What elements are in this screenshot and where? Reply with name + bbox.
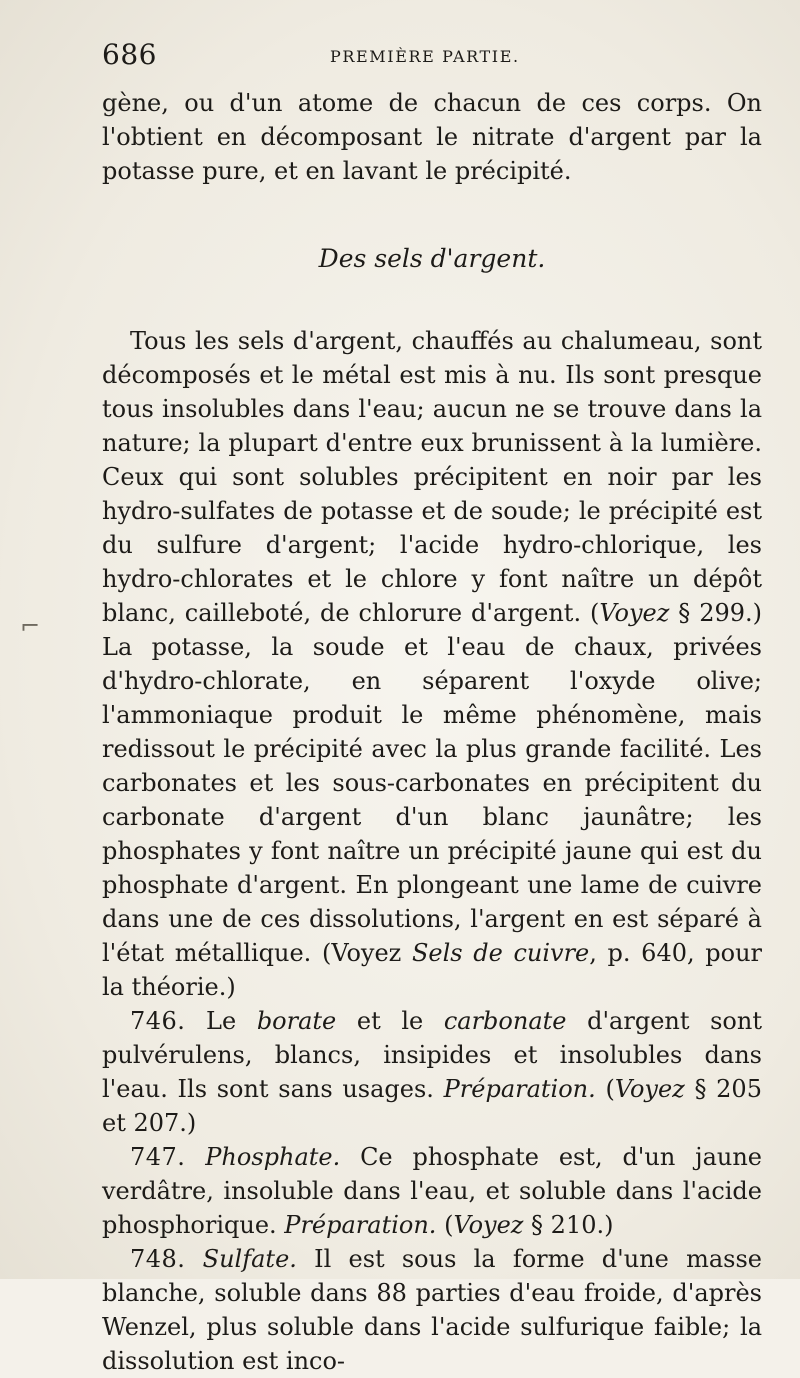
paragraph-number-747: 747. xyxy=(130,1143,186,1171)
body-text xyxy=(102,86,762,1378)
p746-text-b: et le xyxy=(336,1007,444,1035)
paragraph-sels-argent xyxy=(102,324,762,1004)
p746-text-a: Le xyxy=(185,1007,257,1035)
section-title: Des sels d'argent. xyxy=(318,244,546,273)
p746-voyez: Voyez xyxy=(614,1075,685,1103)
para2-voyez: Voyez xyxy=(599,599,670,627)
p748-sulfate: Sulfate. xyxy=(202,1245,297,1273)
p746-carbonate: carbonate xyxy=(443,1007,567,1035)
p747-text-c: § 210.) xyxy=(523,1211,614,1239)
p747-phosphate: Phosphate. xyxy=(205,1143,341,1171)
paragraph-747 xyxy=(102,1140,762,1242)
running-head: PREMIÈRE PARTIE. xyxy=(330,47,520,66)
paragraph-continuation: gène, ou d'un atome de chacun de ces corps. On l'obtient en décomposant le nitrate d'argent par la potasse pure, et en lavant le précipité. xyxy=(102,89,762,185)
paragraph-number-746: 746. xyxy=(130,1007,186,1035)
p746-text-c: d'argent sont pulvérulens, blancs, insipides et insolubles dans l'eau. Ils sont sans usages. xyxy=(102,1007,762,1103)
paragraph-748 xyxy=(102,1242,762,1378)
p747-text-b: ( xyxy=(436,1211,454,1239)
p747-text-a: Ce phosphate est, d'un jaune verdâtre, insoluble dans l'eau, et soluble dans l'acide phosphorique. xyxy=(102,1143,762,1239)
para2-text-a: Tous les sels d'argent, chauffés au chalumeau, sont décomposés et le métal est mis à nu. Ils sont presque tous insolubles dans l'eau; aucun ne se trouve dans la nature; la plupart d'entre eux brunissent à la lumière. Ceux qui sont solubles précipitent en noir par les hydro-sulfates de potasse et de soude; le précipité est du sulfure d'argent; l'acide hydro-chlorique, les hydro-chlorates et le chlore y font naître un dépôt blanc, cailleboté, de chlorure d'argent. ( xyxy=(102,327,762,627)
p747-voyez: Voyez xyxy=(453,1211,524,1239)
para2-text-b: § 299.) La potasse, la soude et l'eau de chaux, privées d'hydro-chlorate, en séparent l'oxyde olive; l'ammoniaque produit le même phénomène, mais redissout le précipité avec la plus grande facilité. Les carbonates et les sous-carbonates en précipitent du carbonate d'argent d'un blanc jaunâtre; les phosphates y font naître un précipité jaune qui est du phosphate d'argent. En plongeant une lame de cuivre dans une de ces dissolutions, l'argent en est séparé à l'état métallique. (Voyez xyxy=(102,599,763,967)
margin-bracket-mark: ⌐ xyxy=(20,612,41,640)
p746-borate: borate xyxy=(256,1007,337,1035)
para2-sels-de-cuivre: Sels de cuivre xyxy=(411,939,590,967)
paragraph-number-748: 748. xyxy=(130,1245,186,1273)
paragraph-746 xyxy=(102,1004,762,1140)
p746-text-d: ( xyxy=(595,1075,615,1103)
page-number: 686 xyxy=(102,38,157,71)
p746-preparation: Préparation. xyxy=(443,1075,596,1103)
para2-text-c: , p. 640, pour la théorie.) xyxy=(102,939,762,1001)
p746-text-e: § 205 et 207.) xyxy=(102,1075,762,1137)
p748-text-a: Il est sous la forme d'une masse blanche, soluble dans 88 parties d'eau froide, d'après Wenzel, plus soluble dans l'acide sulfurique faible; la dissolution est inco- xyxy=(102,1245,762,1375)
p747-preparation: Préparation. xyxy=(284,1211,437,1239)
page-header xyxy=(102,38,762,78)
